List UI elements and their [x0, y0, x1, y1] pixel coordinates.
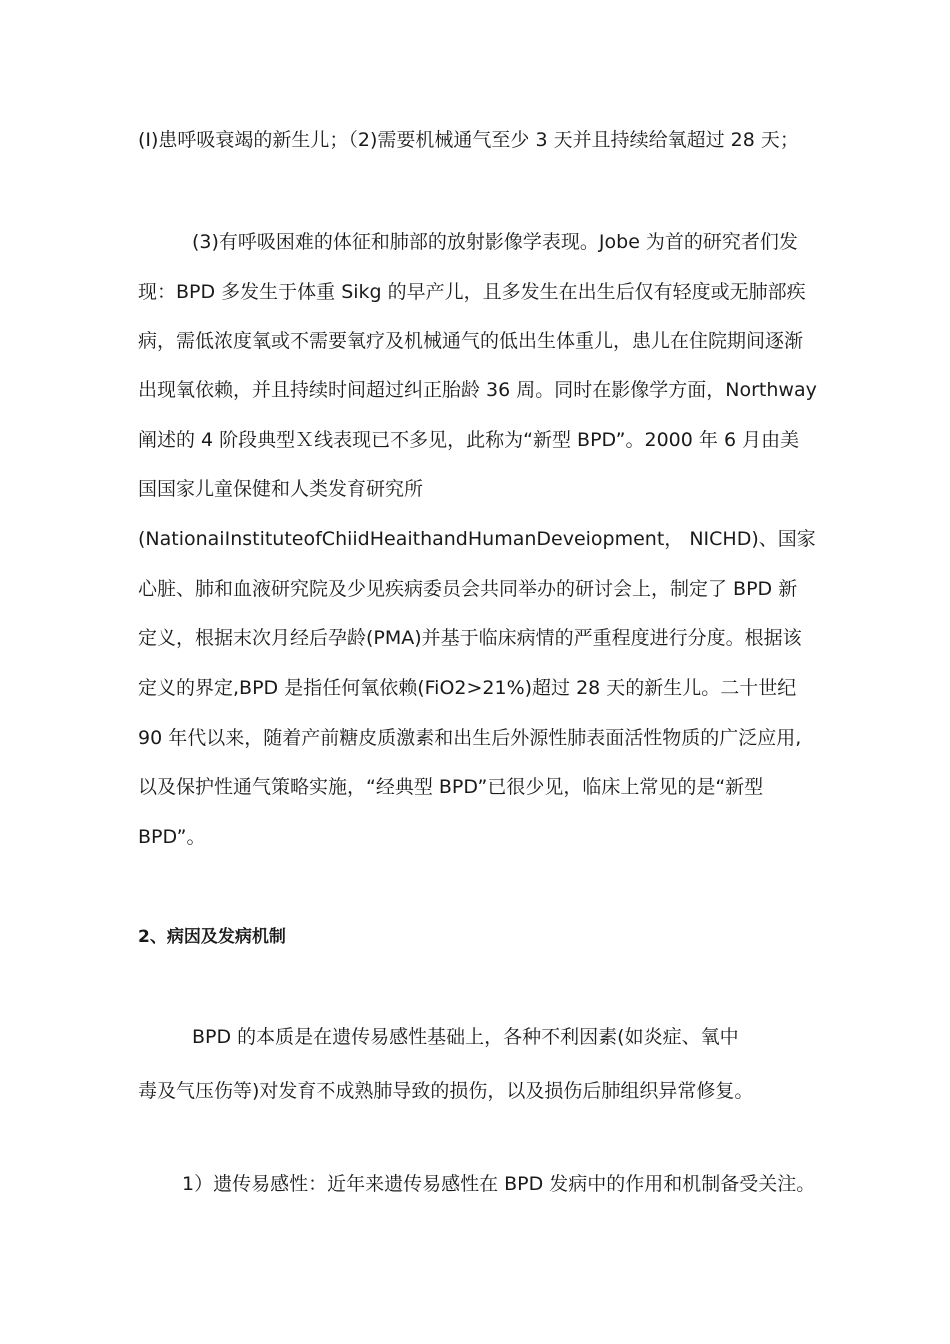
paragraph-line: 现：BPD 多发生于体重 Sikg 的早产儿，且多发生在出生后仅有轻度或无肺部疾 [138, 281, 806, 303]
paragraph-line: 国国家儿童保健和人类发育研究所 [138, 478, 424, 500]
paragraph-line: 定义，根据末次月经后孕龄(PMA)并基于临床病情的严重程度进行分度。根据该 [138, 627, 802, 649]
paragraph-line: 毒及气压伤等)对发育不成熟肺导致的损伤，以及损伤后肺组织异常修复。 [138, 1080, 754, 1102]
paragraph-line: 出现氧依赖，并且持续时间超过纠正胎龄 36 周。同时在影像学方面，Northway [138, 379, 817, 401]
paragraph-line: (I)患呼吸衰竭的新生儿；（2)需要机械通气至少 3 天并且持续给氧超过 28 天； [138, 129, 799, 151]
paragraph-line: 1）遗传易感性：近年来遗传易感性在 BPD 发病中的作用和机制备受关注。 [182, 1173, 816, 1195]
paragraph-line: BPD”。 [138, 826, 206, 848]
paragraph-line: 病，需低浓度氧或不需要氧疗及机械通气的低出生体重儿，患儿在住院期间逐渐 [138, 330, 804, 352]
paragraph-line: 定义的界定,BPD 是指任何氧依赖(FiO2>21%)超过 28 天的新生儿。二十世纪 [138, 677, 797, 699]
section-heading: 2、病因及发病机制 [138, 927, 286, 947]
paragraph-line: 阐述的 4 阶段典型Ｘ线表现已不多见，此称为“新型 BPD”。2000 年 6 月由美 [138, 429, 800, 451]
paragraph-line: (NationaiInstituteofChiidHeaithandHumanDeveiopment， NICHD)、国家 [138, 528, 816, 550]
paragraph-line: 心脏、肺和血液研究院及少见疾病委员会共同举办的研讨会上，制定了 BPD 新 [138, 578, 798, 600]
paragraph-line: BPD 的本质是在遗传易感性基础上，各种不利因素(如炎症、氧中 [192, 1026, 739, 1048]
paragraph-line: 90 年代以来，随着产前糖皮质激素和出生后外源性肺表面活性物质的广泛应用, [138, 727, 802, 749]
paragraph-line: (3)有呼吸困难的体征和肺部的放射影像学表现。Jobe 为首的研究者们发 [192, 231, 798, 253]
paragraph-line: 以及保护性通气策略实施，“经典型 BPD”已很少见，临床上常见的是“新型 [138, 776, 764, 798]
